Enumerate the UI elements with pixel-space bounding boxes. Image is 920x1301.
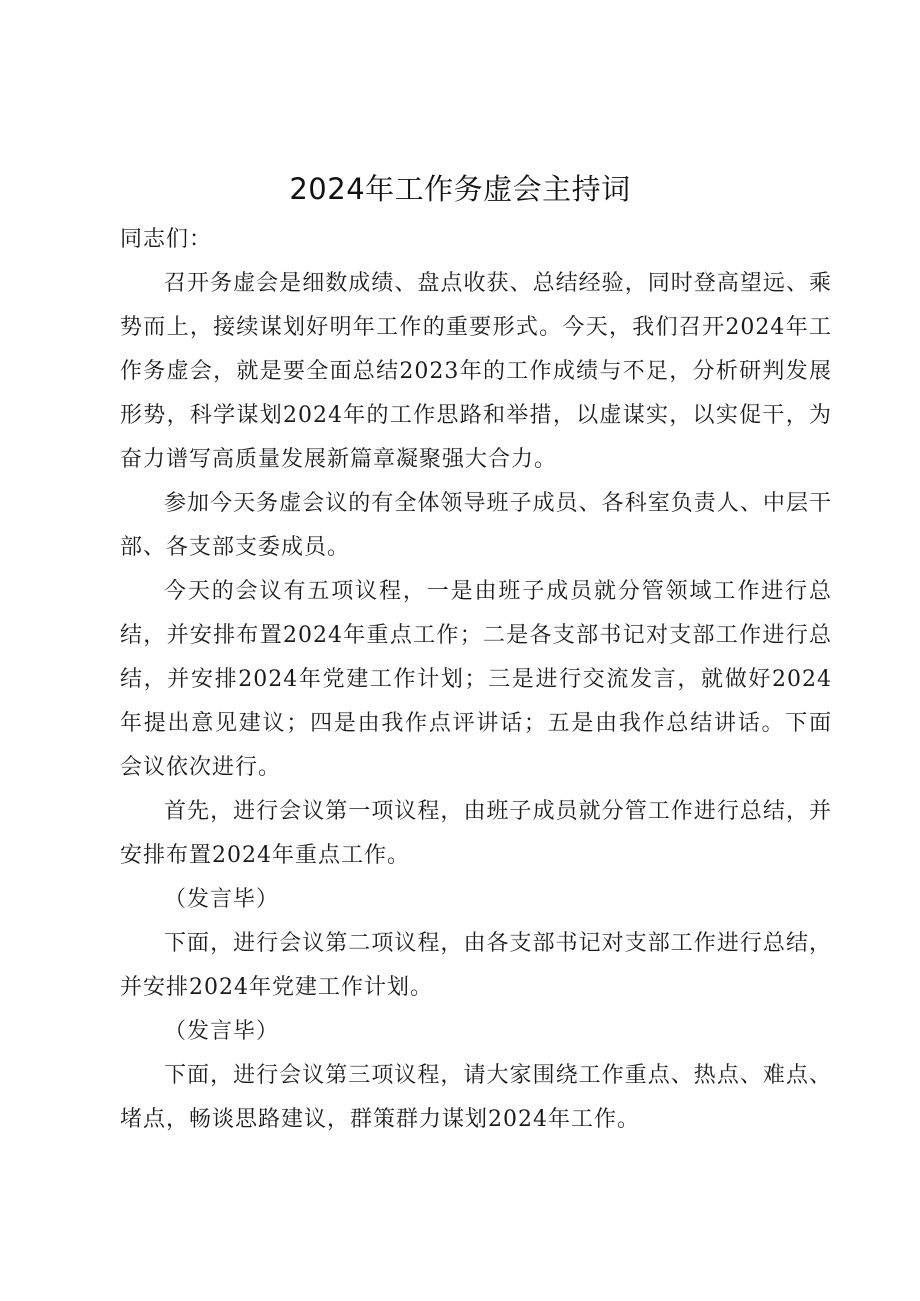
paragraph-agenda: 今天的会议有五项议程，一是由班子成员就分管领域工作进行总结，并安排布置2024年重点工作；二是各支部书记对支部工作进行总结，并安排2024年党建工作计划；三是进行交流发言，就做好2024年提出意见建议；四是由我作点评讲话；五是由我作总结讲话。下面会议依次进行。: [120, 579, 832, 780]
paragraph-opening: 召开务虚会是细数成绩、盘点收获、总结经验，同时登高望远、乘势而上，接续谋划好明年工作的重要形式。今天，我们召开2024年工作务虚会，就是要全面总结2023年的工作成绩与不足，分析研判发展形势，科学谋划2024年的工作思路和举措，以虚谋实，以实促干，为奋力谱写高质量发展新篇章凝聚强大合力。: [120, 271, 832, 472]
document-body: [120, 218, 832, 1142]
paragraph-agenda-item-1: 首先，进行会议第一项议程，由班子成员就分管工作进行总结，并安排布置2024年重点工作。: [120, 799, 832, 868]
paragraph-agenda-item-2: 下面，进行会议第二项议程，由各支部书记对支部工作进行总结，并安排2024年党建工作计划。: [120, 931, 832, 1000]
paragraph-agenda-item-3: 下面，进行会议第三项议程，请大家围绕工作重点、热点、难点、堵点，畅谈思路建议，群策群力谋划2024年工作。: [120, 1063, 832, 1132]
speech-finished-note: （发言毕）: [164, 887, 280, 912]
document-title: 2024年工作务虚会主持词: [289, 172, 631, 206]
speech-finished-note: （发言毕）: [164, 1019, 280, 1044]
paragraph-attendees: 参加今天务虚会议的有全体领导班子成员、各科室负责人、中层干部、各支部支委成员。: [120, 491, 832, 560]
salutation: 同志们：: [120, 227, 213, 252]
